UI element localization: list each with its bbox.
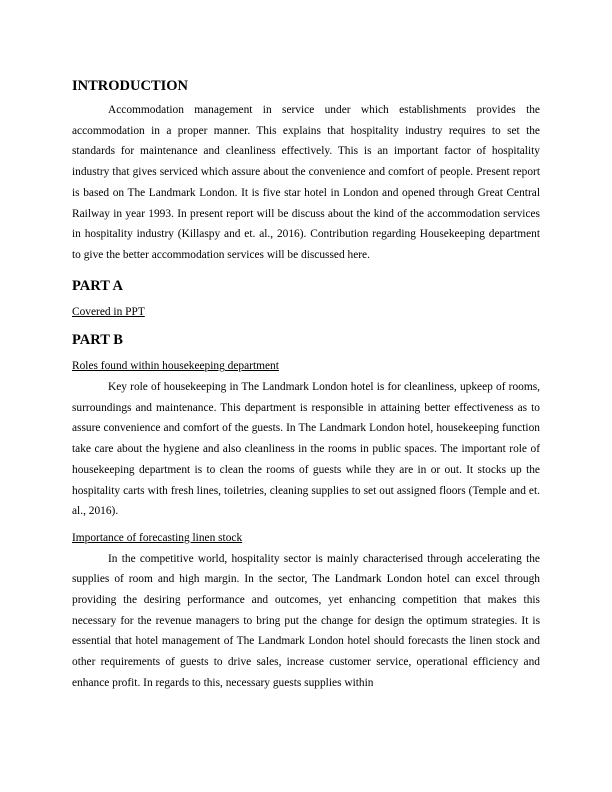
- forecasting-subheading: Importance of forecasting linen stock: [72, 531, 243, 544]
- roles-paragraph: Key role of housekeeping in The Landmark London hotel is for cleanliness, upkeep of rooms, surroundings and maintenance. This department is responsible in attaining better effectiveness as to assure convenience and comfort of the guests. In The Landmark London hotel, housekeeping function take care about the hygiene and also cleanliness in the rooms in public spaces. The important role of housekeeping department is to clean the rooms of guests while they are in or out. It stocks up the hospitality carts with fresh lines, toiletries, cleaning supplies to set out assigned floors (Temple and et. al., 2016).: [72, 381, 540, 518]
- introduction-paragraph: Accommodation management in service under which establishments provides the accommodation in a proper manner. This explains that hospitality industry requires to set the standards for maintenance and cleanliness effectively. This is an important factor of hospitality industry that gives serviced which assure about the convenience and comfort of people. Present report is based on The Landmark London. It is five star hotel in London and opened through Great Central Railway in year 1993. In present report will be discuss about the kind of the accommodation services in hospitality industry (Killaspy and et. al., 2016). Contribution regarding Housekeeping department to give the better accommodation services will be discussed here.: [72, 104, 540, 261]
- part-a-note: Covered in PPT: [72, 305, 145, 318]
- roles-subheading: Roles found within housekeeping department: [72, 360, 279, 373]
- introduction-heading: INTRODUCTION: [72, 78, 189, 94]
- part-b-heading: PART B: [72, 332, 123, 349]
- document-page: [72, 76, 540, 694]
- part-a-heading: PART A: [72, 277, 123, 294]
- forecasting-paragraph: In the competitive world, hospitality sector is mainly characterised through accelerating the supplies of room and high margin. In the sector, The Landmark London hotel can excel through providing the desiring performance and outcomes, yet enhancing competition that makes this necessary for the revenue managers to bring put the change for design the optimum strategies. It is essential that hotel management of The Landmark London hotel should forecasts the linen stock and other requirements of guests to drive sales, increase customer service, operational efficiency and enhance profit. In regards to this, necessary guests supplies within: [72, 552, 540, 689]
